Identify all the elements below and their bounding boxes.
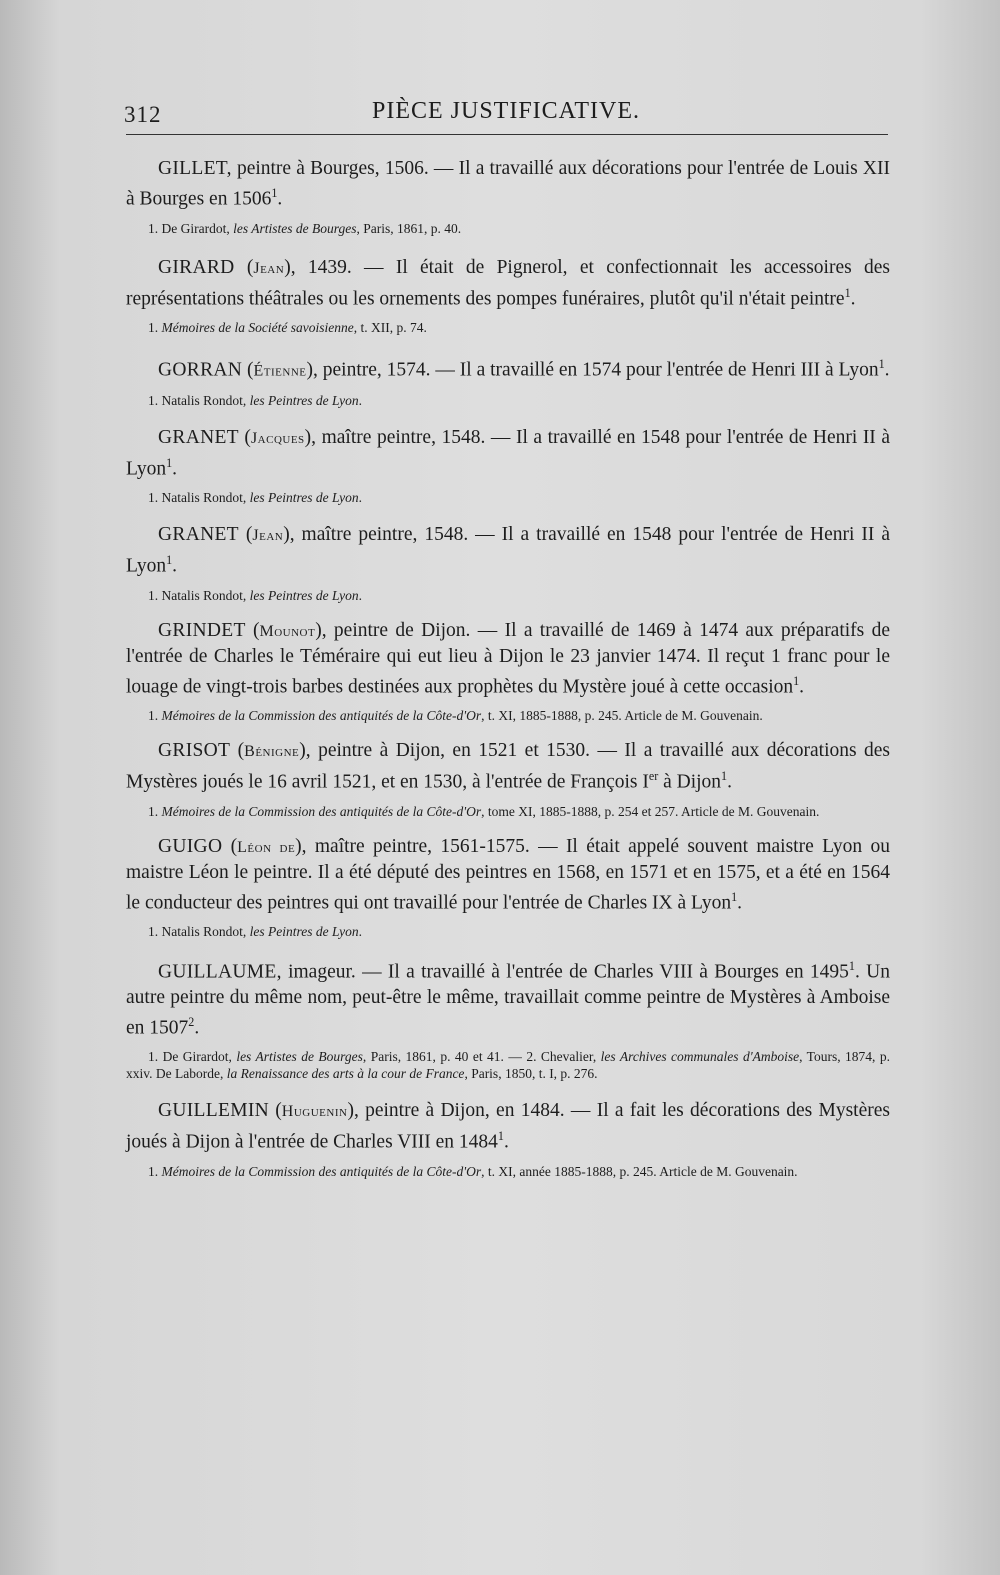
entry-firstname: Jean: [253, 259, 285, 277]
entry-name: GIRARD: [158, 256, 235, 278]
entry: [126, 1098, 890, 1180]
entry-name: GUIGO: [158, 835, 223, 857]
entry-name: GRINDET: [158, 619, 246, 641]
entry-text: GRINDET (Mounot), peintre de Dijon. — Il a travaillé de 1469 à 1474 aux préparatifs de l'entrée de Charles le Téméraire qui eut lieu à Dijon le 23 janvier 1474. Il reçut 1 franc pour le louage de vingt-trois barbes destinées aux prophètes du Mystère joué à cette occasion$^1$.: [126, 619, 890, 697]
footnote: 1. Natalis Rondot, les Peintres de Lyon.: [148, 587, 362, 603]
entry-text: GUILLAUME, imageur. — Il a travaillé à l'entrée de Charles VIII à Bourges en 1495$^1$. Un autre peintre du même nom, peut-être le même, travaillait comme peintre de Mystères à Amboise en 1507$^2$.: [126, 959, 890, 1038]
entry-text: GUIGO (Léon de), maître peintre, 1561-1575. — Il était appelé souvent maistre Lyon ou maistre Léon le peintre. Il a été député des peintres en 1568, en 1571 et en 1575, et a été en 1564 le conducteur des peintres qui ont travaillé pour l'entrée de Charles IX à Lyon$^1$.: [126, 835, 890, 913]
entry-firstname: Jacques: [250, 429, 305, 447]
entry: [126, 738, 890, 820]
entry: [126, 255, 890, 337]
entry-firstname: Mounot: [259, 622, 316, 640]
entry: [126, 156, 890, 237]
entry-text: GORRAN (Étienne), peintre, 1574. — Il a travaillé en 1574 pour l'entrée de Henri III à Lyon$^1$.: [158, 357, 890, 381]
header-rule: [126, 134, 888, 135]
footnote-ref: 1: [848, 959, 855, 973]
entry-firstname: Huguenin: [281, 1103, 348, 1120]
entry: [126, 425, 890, 507]
entry-name: GORRAN: [158, 359, 243, 381]
entry-text: GRISOT (Bénigne), peintre à Dijon, en 1521 et 1530. — Il a travaillé aux décorations des Mystères joués le 16 avril 1521, et en 1530, à l'entrée de François Ier à Dijon$^1$.: [126, 740, 890, 793]
footnote: 1. Natalis Rondot, les Peintres de Lyon.: [148, 924, 362, 939]
footnote-ref: 1: [731, 889, 738, 904]
footnote: 1. Mémoires de la Société savoisienne, t. XII, p. 74.: [148, 320, 427, 335]
footnote-ref: er: [648, 769, 659, 783]
entry-text: GRANET (Jean), maître peintre, 1548. — Il a travaillé en 1548 pour l'entrée de Henri II à Lyon$^1$.: [126, 524, 891, 577]
footnote: 1. Mémoires de la Commission des antiquités de la Côte-d'Or, t. XI, année 1885-1888, p. 245. Article de M. Gouvenain.: [148, 1163, 798, 1179]
entry-name: GRANET: [158, 524, 239, 545]
footnote-ref: 2: [188, 1014, 195, 1029]
entry-firstname: Léon de: [237, 838, 296, 856]
page-number: 312: [124, 102, 162, 127]
entry-name: GRISOT: [158, 740, 231, 761]
entry-text: GRANET (Jacques), maître peintre, 1548. — Il a travaillé en 1548 pour l'entrée de Henri II à Lyon$^1$.: [126, 426, 891, 479]
entry-name: GUILLAUME,: [158, 961, 282, 983]
page-header: [124, 98, 888, 138]
entry: [126, 352, 890, 409]
entry: [126, 522, 890, 604]
footnote: 1. De Girardot, les Artistes de Bourges, Paris, 1861, p. 40.: [148, 220, 462, 236]
entry-text: GUILLEMIN (Huguenin), peintre à Dijon, en 1484. — Il a fait les décorations des Mystères joués à Dijon à l'entrée de Charles VIII en 1484$^1$.: [126, 1100, 890, 1153]
footnote-ref: 1: [166, 553, 173, 567]
footnote-ref: 1: [271, 186, 278, 200]
entry-firstname: Étienne: [253, 362, 307, 380]
footnote: 1. Natalis Rondot, les Peintres de Lyon.: [148, 490, 362, 505]
footnote-ref: 1: [878, 357, 885, 371]
running-title: PIÈCE JUSTIFICATIVE.: [371, 98, 640, 124]
footnote: 1. Natalis Rondot, les Peintres de Lyon.: [148, 392, 362, 408]
entry-text: GILLET, peintre à Bourges, 1506. — Il a travaillé aux décorations pour l'entrée de Louis XII à Bourges en 1506$^1$.: [126, 158, 890, 210]
entries-list: [126, 156, 890, 1180]
footnote-ref: 1: [721, 769, 728, 783]
footnote-ref: 1: [844, 285, 851, 300]
entry-name: GRANET: [158, 426, 239, 448]
entry-firstname: Bénigne: [244, 743, 300, 760]
entry-name: GILLET,: [158, 158, 232, 179]
entry: [126, 618, 890, 725]
footnote-ref: 1: [793, 673, 800, 688]
footnote: 1. Mémoires de la Commission des antiquités de la Côte-d'Or, tome XI, 1885-1888, p. 254 et 257. Article de M. Gouvenain.: [148, 803, 820, 819]
entry-text: GIRARD (Jean), 1439. — Il était de Pignerol, et confectionnait les accessoires des représentations théâtrales ou les ornements des pompes funéraires, plutôt qu'il n'était peintre$^1$.: [126, 256, 890, 309]
entry-firstname: Jean: [252, 527, 284, 544]
entry: [126, 954, 890, 1082]
footnote: 1. De Girardot, les Artistes de Bourges, Paris, 1861, p. 40 et 41. — 2. Chevalier, les Archives communales d'Amboise, Tours, 1874, p. xxiv. De Laborde, la Renaissance des arts à la cour de France, Paris, 1850, t. I, p. 276.: [126, 1049, 890, 1081]
entry: [126, 834, 890, 941]
footnote: 1. Mémoires de la Commission des antiquités de la Côte-d'Or, t. XI, 1885-1888, p. 245. Article de M. Gouvenain.: [148, 708, 763, 723]
footnote-ref: 1: [166, 455, 173, 470]
entry-name: GUILLEMIN: [158, 1100, 270, 1121]
footnote-ref: 1: [497, 1129, 504, 1143]
